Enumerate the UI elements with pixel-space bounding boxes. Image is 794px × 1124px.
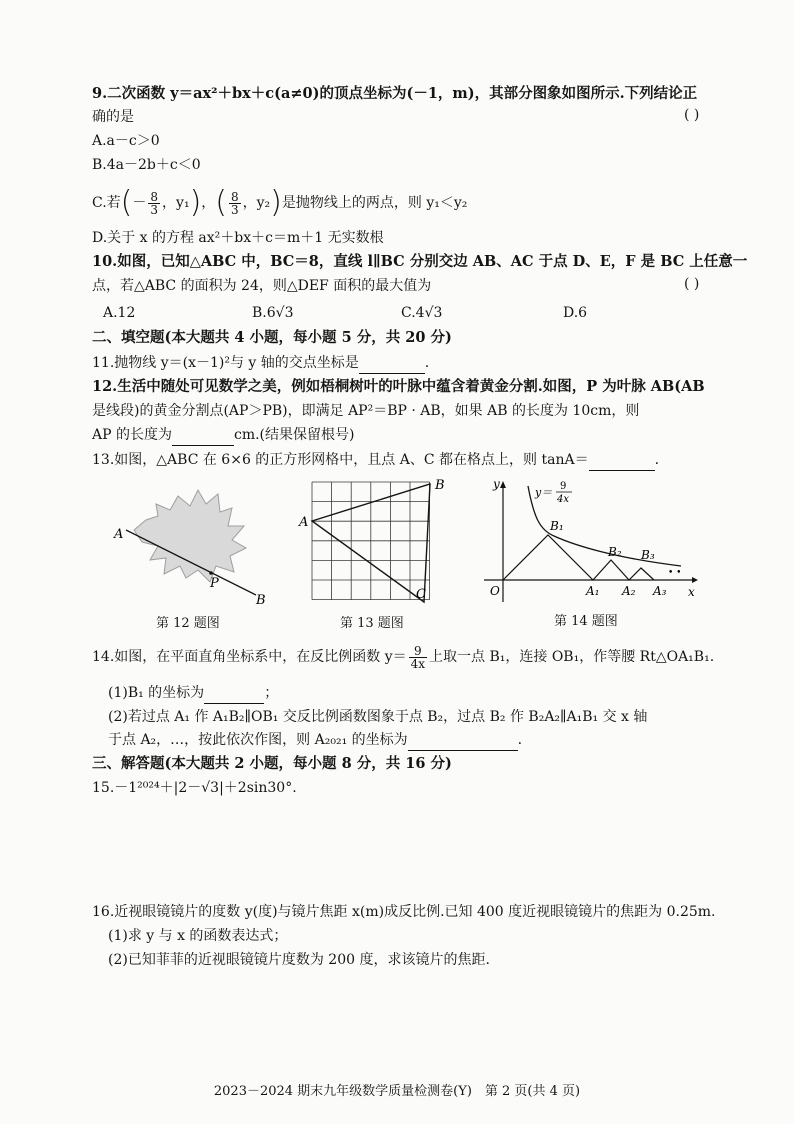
q9-option-c-prefix: C.若 <box>92 195 121 211</box>
page-footer: 2023－2024 期末九年级数学质量检测卷(Y) 第 2 页(共 4 页) <box>213 1084 581 1099</box>
fig14-caption: 第 14 题图 <box>554 614 618 629</box>
fig14-equation-lhs: y＝ <box>535 486 553 499</box>
q9-option-b: B.4a－2b＋c＜0 <box>92 157 201 173</box>
q12-answer-blank[interactable] <box>172 425 234 446</box>
fig13-label-c: C <box>416 587 426 602</box>
fig13-label-b: B <box>435 478 445 493</box>
q14-sub2-answer-blank[interactable] <box>408 730 518 751</box>
fig14-label-y: y <box>493 477 500 491</box>
q13-answer-blank[interactable] <box>589 450 655 471</box>
fig14-label-b3: B₃ <box>641 548 655 562</box>
q9-stem-line2: 确的是 <box>92 109 134 125</box>
q9-option-c: C.若(－ $\frac{8}{3}$ ，y₁)，( $\frac{8}{3}$ ，y₂)是抛物线上的两点，则 y₁＜y₂ <box>92 185 468 220</box>
q9-option-c-frac1: $\frac{8}{3}$ <box>150 189 159 217</box>
q14-sub1-answer-blank[interactable] <box>204 683 264 704</box>
fig12-label-a: A <box>114 527 124 542</box>
q9-answer-bracket: ( ) <box>684 107 700 123</box>
q12-stem-line1: 12.生活中随处可见数学之美，例如梧桐树叶的叶脉中蕴含着黄金分割.如图，P 为叶脉 AB(AB <box>92 378 705 395</box>
fig14-label-a3: A₃ <box>653 584 667 598</box>
fig13-grid-lines <box>312 482 430 600</box>
fig14-ellipsis: • • <box>668 568 682 578</box>
fig14-label-b1: B₁ <box>550 519 564 533</box>
fig14-label-a1: A₁ <box>586 584 600 598</box>
q16-stem-line1: 16.近视眼镜镜片的度数 y(度)与镜片焦距 x(m)成反比例.已知 400 度近视眼镜镜片的焦距为 0.25m. <box>92 904 716 920</box>
q14-sub2-line2: 于点 A₂，…，按此依次作图，则 A₂₀₂₁ 的坐标为 . <box>108 730 522 751</box>
fig12-point-p <box>209 571 213 575</box>
fig13-caption: 第 13 题图 <box>340 616 404 631</box>
q10-option-a: A.12 <box>103 305 136 321</box>
q13-stem: 13.如图，△ABC 在 6×6 的正方形网格中，且点 A、C 都在格点上，则 tanA＝ . <box>92 450 659 471</box>
q14-sub2-line1: (2)若过点 A₁ 作 A₁B₂∥OB₁ 交反比例函数图象于点 B₂，过点 B₂ 作 B₂A₂∥A₁B₁ 交 x 轴 <box>108 709 648 725</box>
fig14-x-arrow <box>692 577 698 583</box>
q10-option-d: D.6 <box>563 305 588 321</box>
fig14-equation-num: 9 <box>560 481 567 492</box>
q10-option-b: B.6√3 <box>252 305 294 321</box>
q10-answer-bracket: ( ) <box>684 276 700 292</box>
q10-stem-line1: 10.如图，已知△ABC 中，BC＝8，直线 l∥BC 分别交边 AB、AC 于点 D、E，F 是 BC 上任意一 <box>92 253 748 270</box>
fig13-grid-diagram <box>294 474 454 608</box>
fig14-zigzag <box>503 535 654 580</box>
section-solve-title: 三、解答题(本大题共 2 小题，每小题 8 分，共 16 分) <box>92 755 452 772</box>
fig14-equation-den: 4x <box>557 494 570 505</box>
q11-stem: 11.抛物线 y＝(x－1)²与 y 轴的交点坐标是 . <box>92 353 429 374</box>
q10-stem-line2: 点，若△ABC 的面积为 24，则△DEF 面积的最大值为 <box>92 278 432 294</box>
fig13-label-a: A <box>299 515 309 530</box>
fig14-label-a2: A₂ <box>622 584 636 598</box>
fig12-leaf-shape <box>134 490 246 582</box>
q9-option-c-frac2: $\frac{8}{3}$ <box>231 189 239 217</box>
q16-sub1: (1)求 y 与 x 的函数表达式； <box>108 928 288 944</box>
q14-sub1: (1)B₁ 的坐标为 ； <box>108 683 278 704</box>
q14-fraction: $\frac{9}{4x}$ <box>410 643 426 671</box>
fig12-caption: 第 12 题图 <box>156 616 220 631</box>
fig14-label-o: O <box>490 584 500 598</box>
fig14-y-arrow <box>500 481 506 488</box>
fig14-graph <box>476 474 708 606</box>
fig14-label-x: x <box>688 585 695 599</box>
q9-option-a: A.a－c＞0 <box>92 133 160 149</box>
fig12-label-b: B <box>256 593 266 607</box>
section-fill-in-title: 二、填空题(本大题共 4 小题，每小题 5 分，共 20 分) <box>92 329 452 346</box>
q12-stem-line2: 是线段)的黄金分割点(AP＞PB)，即满足 AP²＝BP · AB，如果 AB 的长度为 10cm，则 <box>92 403 640 419</box>
q15-stem: 15.－1²⁰²⁴＋|2－√3|＋2sin30°. <box>92 780 297 796</box>
q9-option-d: D.关于 x 的方程 ax²＋bx＋c＝m＋1 无实数根 <box>92 230 384 246</box>
fig12-label-p: P <box>210 576 219 591</box>
q12-stem-line3: AP 的长度为 cm.(结果保留根号) <box>92 425 354 446</box>
q14-stem: 14.如图，在平面直角坐标系中，在反比例函数 y＝ $\frac{9}{4x}$ 上取一点 B₁，连接 OB₁，作等腰 Rt△OA₁B₁. <box>92 643 715 671</box>
q10-option-c: C.4√3 <box>401 305 443 321</box>
fig12-leaf-diagram <box>106 482 274 607</box>
q16-sub2: (2)已知菲菲的近视眼镜镜片度数为 200 度，求该镜片的焦距. <box>108 952 490 968</box>
q11-answer-blank[interactable] <box>359 353 425 374</box>
q9-stem-line1: 9.二次函数 y＝ax²＋bx＋c(a≠0)的顶点坐标为(－1，m)，其部分图象如图所示.下列结论正 <box>92 85 698 102</box>
fig14-label-b2: B₂ <box>608 545 622 559</box>
q9-option-c-suffix: 是抛物线上的两点，则 y₁＜y₂ <box>281 195 468 211</box>
